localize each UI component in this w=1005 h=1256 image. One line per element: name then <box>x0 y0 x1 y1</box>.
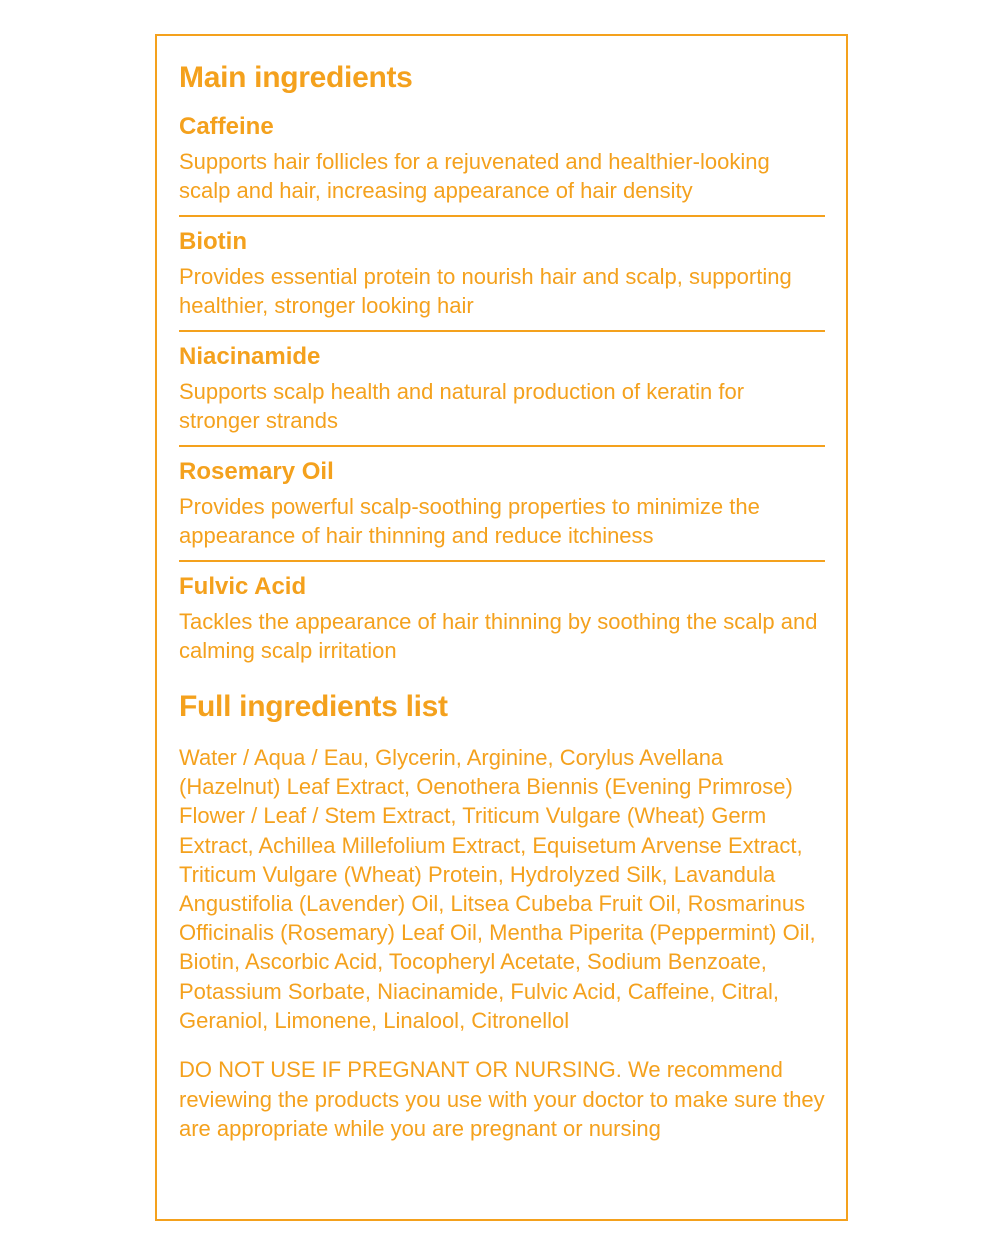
full-ingredients-list: Water / Aqua / Eau, Glycerin, Arginine, Corylus Avellana (Hazelnut) Leaf Extract, Oenothera Biennis (Evening Primrose) Flower / Leaf / Stem Extract, Triticum Vulgare (Wheat) Germ Extract, Achillea Millefolium Extract, Equisetum Arvense Extract, Triticum Vulgare (Wheat) Protein, Hydrolyzed Silk, Lavandula Angustifolia (Lavender) Oil, Litsea Cubeba Fruit Oil, Rosmarinus Officinalis (Rosemary) Leaf Oil, Mentha Piperita (Peppermint) Oil, Biotin, Ascorbic Acid, Tocopheryl Acetate, Sodium Benzoate, Potassium Sorbate, Niacinamide, Fulvic Acid, Caffeine, Citral, Geraniol, Limonene, Linalool, Citronellol <box>179 745 816 1033</box>
ingredients-panel <box>155 34 848 1221</box>
ingredient-name: Biotin <box>179 228 247 255</box>
ingredient-description: Supports hair follicles for a rejuvenated and healthier-looking scalp and hair, increasing appearance of hair density <box>179 149 770 203</box>
ingredient-caffeine <box>179 111 825 217</box>
ingredient-name: Fulvic Acid <box>179 573 307 600</box>
ingredient-name: Niacinamide <box>179 343 321 370</box>
ingredient-description: Provides essential protein to nourish hair and scalp, supporting healthier, stronger looking hair <box>179 264 792 318</box>
pregnancy-warning: DO NOT USE IF PREGNANT OR NURSING. We recommend reviewing the products you use with your doctor to make sure they are appropriate while you are pregnant or nursing <box>179 1057 825 1142</box>
ingredient-name: Caffeine <box>179 113 274 140</box>
ingredient-description: Provides powerful scalp-soothing properties to minimize the appearance of hair thinning and reduce itchiness <box>179 494 760 548</box>
ingredient-niacinamide <box>179 341 825 447</box>
main-ingredients-title: Main ingredients <box>179 61 413 94</box>
ingredient-rosemary-oil <box>179 456 825 562</box>
ingredient-biotin <box>179 226 825 332</box>
ingredient-name: Rosemary Oil <box>179 458 334 485</box>
ingredient-fulvic-acid <box>179 571 825 665</box>
ingredient-description: Supports scalp health and natural production of keratin for stronger strands <box>179 379 745 433</box>
full-ingredients-title: Full ingredients list <box>179 690 448 723</box>
ingredient-description: Tackles the appearance of hair thinning by soothing the scalp and calming scalp irritation <box>179 609 818 663</box>
